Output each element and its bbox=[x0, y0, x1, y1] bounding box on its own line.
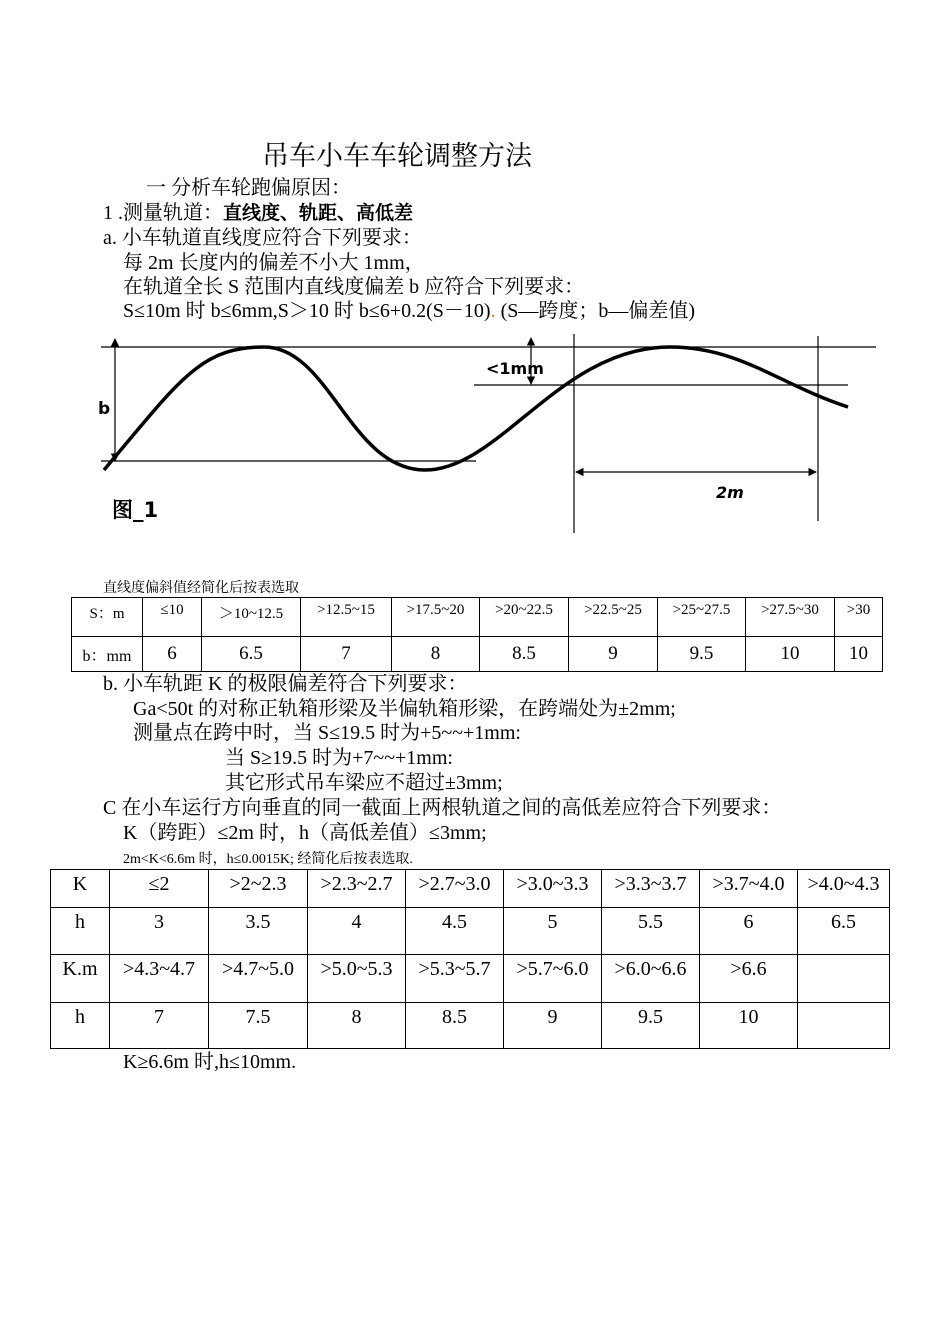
table-cell: >5.0~5.3 bbox=[308, 955, 406, 1003]
value-cell: 10 bbox=[746, 637, 835, 672]
a-line-4-dot: . bbox=[490, 300, 496, 322]
a-line-4-formula: S≤10m 时 b≤6mm,S＞10 时 b≤6+0.2(S－10) bbox=[123, 300, 491, 322]
value-cell: 9 bbox=[569, 637, 658, 672]
table-cell: 9.5 bbox=[602, 1003, 700, 1049]
height-difference-table bbox=[50, 869, 890, 1049]
page-title: 吊车小车车轮调整方法 bbox=[262, 141, 532, 171]
header-cell: >25~27.5 bbox=[658, 598, 746, 637]
table-cell: 4.5 bbox=[406, 908, 504, 955]
row-label: K bbox=[51, 870, 110, 908]
value-cell: 6 bbox=[143, 637, 202, 672]
table-cell: >4.0~4.3 bbox=[798, 870, 890, 908]
table-cell: 8.5 bbox=[406, 1003, 504, 1049]
table-cell: >6.6 bbox=[700, 955, 798, 1003]
table-cell: >3.7~4.0 bbox=[700, 870, 798, 908]
table-cell: >5.3~5.7 bbox=[406, 955, 504, 1003]
header-cell: ≤10 bbox=[143, 598, 202, 637]
table-cell: >4.7~5.0 bbox=[209, 955, 308, 1003]
table-cell bbox=[798, 955, 890, 1003]
header-cell: ＞10~12.5 bbox=[202, 598, 301, 637]
straightness-table bbox=[71, 597, 883, 672]
figure-caption: 图_1 bbox=[112, 498, 159, 522]
table-cell: >2~2.3 bbox=[209, 870, 308, 908]
value-cell: 9.5 bbox=[658, 637, 746, 672]
table-cell: >3.0~3.3 bbox=[504, 870, 602, 908]
a-line-1: a. 小车轨道直线度应符合下列要求： bbox=[103, 227, 422, 249]
label-b: b bbox=[98, 399, 111, 419]
header-cell: >22.5~25 bbox=[569, 598, 658, 637]
table-cell: 7.5 bbox=[209, 1003, 308, 1049]
a-line-3: 在轨道全长 S 范围内直线度偏差 b 应符合下列要求： bbox=[123, 276, 585, 298]
b-line-4: 当 S≥19.5 时为+7~~+1mm: bbox=[225, 747, 453, 769]
value-cell: 8.5 bbox=[480, 637, 569, 672]
header-cell: >30 bbox=[835, 598, 883, 637]
table-cell: 7 bbox=[110, 1003, 209, 1049]
value-cell: 6.5 bbox=[202, 637, 301, 672]
a-line-2: 每 2m 长度内的偏差不小大 1mm， bbox=[123, 252, 425, 274]
row-label-b: b：mm bbox=[72, 637, 143, 672]
value-cell: 10 bbox=[835, 637, 883, 672]
header-cell: >12.5~15 bbox=[301, 598, 392, 637]
table-cell: 4 bbox=[308, 908, 406, 955]
b-line-1: b. 小车轨距 K 的极限偏差符合下列要求： bbox=[103, 673, 468, 695]
value-cell: 7 bbox=[301, 637, 392, 672]
b-line-3: 测量点在跨中时，当 S≤19.5 时为+5~~+1mm: bbox=[133, 722, 521, 744]
table-cell: 3 bbox=[110, 908, 209, 955]
table-cell: >2.3~2.7 bbox=[308, 870, 406, 908]
row-label: h bbox=[51, 1003, 110, 1049]
table-cell: >3.3~3.7 bbox=[602, 870, 700, 908]
table-cell: >6.0~6.6 bbox=[602, 955, 700, 1003]
deviation-curve bbox=[104, 347, 848, 470]
label-1mm: <1mm bbox=[486, 359, 544, 378]
c-line-1: C 在小车运行方向垂直的同一截面上两根轨道之间的高低差应符合下列要求： bbox=[103, 797, 782, 819]
row-label-s: S：m bbox=[72, 598, 143, 637]
row-label: h bbox=[51, 908, 110, 955]
table-cell: >5.7~6.0 bbox=[504, 955, 602, 1003]
c-line-3: 2m<K<6.6m 时，h≤0.0015K; 经简化后按表选取. bbox=[123, 852, 413, 867]
b-line-2: Ga<50t 的对称正轨箱形梁及半偏轨箱形梁，在跨端处为±2mm; bbox=[133, 698, 676, 720]
value-cell: 8 bbox=[392, 637, 480, 672]
header-cell: >27.5~30 bbox=[746, 598, 835, 637]
section-heading: 一 分析车轮跑偏原因： bbox=[146, 177, 351, 199]
table-cell: 8 bbox=[308, 1003, 406, 1049]
c-line-2: K（跨距）≤2m 时，h（高低差值）≤3mm; bbox=[123, 822, 487, 844]
table-1-caption: 直线度偏斜值经简化后按表选取 bbox=[103, 581, 299, 596]
table-cell: 3.5 bbox=[209, 908, 308, 955]
header-cell: >17.5~20 bbox=[392, 598, 480, 637]
table-cell: >4.3~4.7 bbox=[110, 955, 209, 1003]
table-cell: 6.5 bbox=[798, 908, 890, 955]
row-label: K.m bbox=[51, 955, 110, 1003]
table-cell: 5.5 bbox=[602, 908, 700, 955]
table-cell: >2.7~3.0 bbox=[406, 870, 504, 908]
table-cell: ≤2 bbox=[110, 870, 209, 908]
table-cell: 10 bbox=[700, 1003, 798, 1049]
b-line-5: 其它形式吊车梁应不超过±3mm; bbox=[225, 772, 503, 794]
footer-note: K≥6.6m 时,h≤10mm. bbox=[123, 1051, 297, 1073]
figure-1 bbox=[0, 0, 950, 560]
a-line-4-note: (S—跨度；b—偏差值) bbox=[500, 300, 696, 322]
table-cell: 5 bbox=[504, 908, 602, 955]
table-cell: 9 bbox=[504, 1003, 602, 1049]
table-cell: 6 bbox=[700, 908, 798, 955]
label-2m: 2m bbox=[716, 483, 744, 502]
table-cell bbox=[798, 1003, 890, 1049]
item-1-prefix: 1 .测量轨道： bbox=[103, 202, 223, 224]
item-1-bold: 直线度、轨距、高低差 bbox=[223, 202, 414, 224]
header-cell: >20~22.5 bbox=[480, 598, 569, 637]
